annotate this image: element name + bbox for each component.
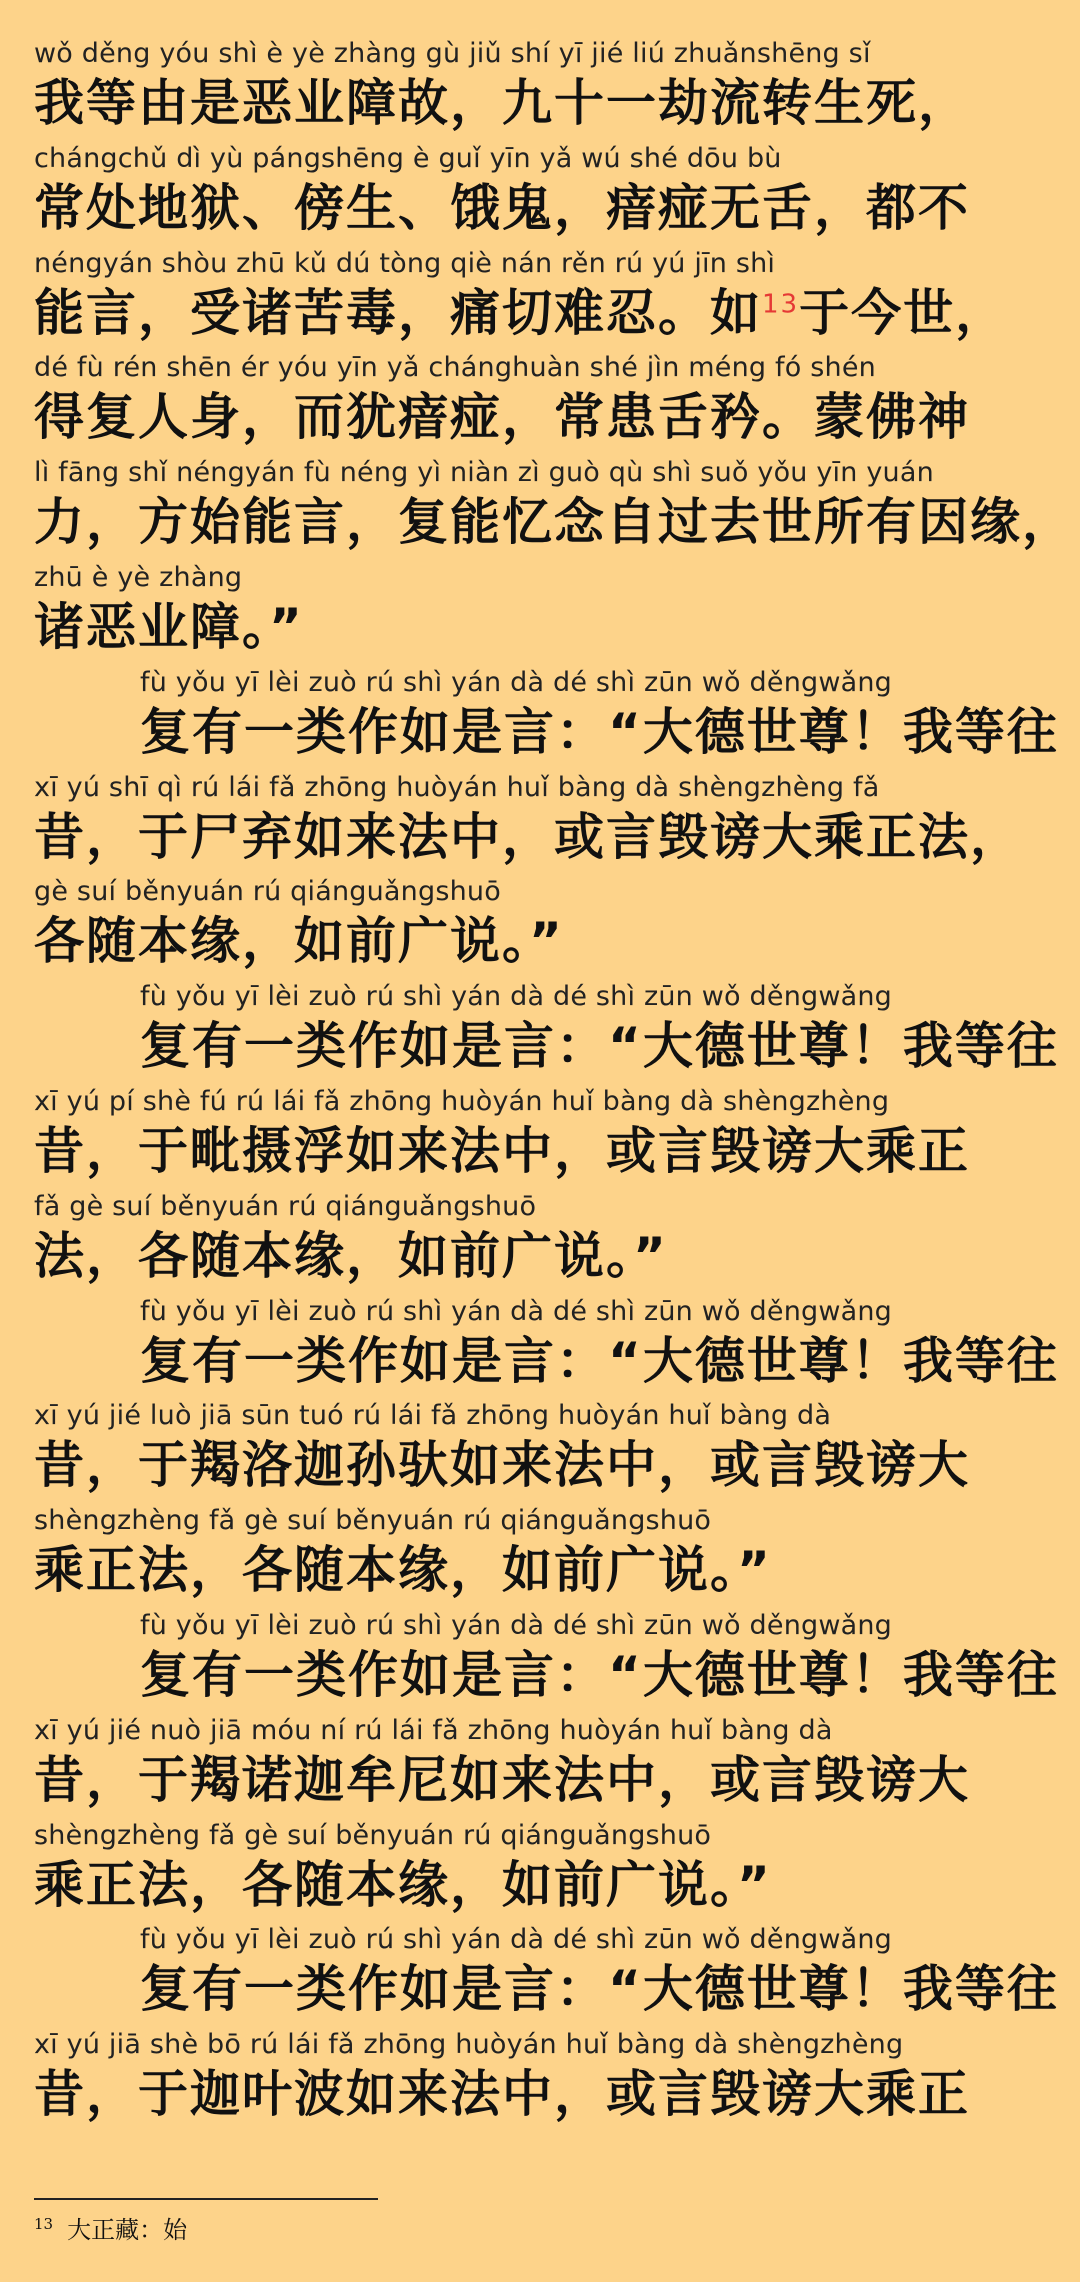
footnote-divider [34,2198,378,2200]
pinyin-line: gè suí běnyuán rú qiánguǎngshuō [34,876,501,908]
verse-line [34,38,1056,143]
verse-line [34,1924,1059,2029]
hanzi-text: 能言，受诸苦毒，痛切难忍。如 [34,283,762,342]
hanzi-line: 昔，于羯诺迦牟尼如来法中，或言毁谤大 [34,1750,970,1809]
verse-line [34,1505,1056,1610]
hanzi-line: 昔，于尸弃如来法中，或言毁谤大乘正法， [34,807,1022,866]
pinyin-line: xī yú jié nuò jiā móu ní rú lái fǎ zhōng huòyán huǐ bàng dà [34,1714,833,1746]
footnote-number: 13 [34,2215,54,2233]
hanzi-line: 昔，于毗摄浮如来法中，或言毁谤大乘正 [34,1121,970,1180]
hanzi-line [34,280,1056,346]
hanzi-line: 昔，于迦叶波如来法中，或言毁谤大乘正 [34,2065,970,2124]
pinyin-line: xī yú pí shè fú rú lái fǎ zhōng huòyán huǐ bàng dà shèngzhèng [34,1085,890,1117]
hanzi-line: 复有一类作如是言：“大德世尊！我等往 [140,1645,1059,1704]
pinyin-line: shèngzhèng fǎ gè suí běnyuán rú qiánguǎngshuō [34,1819,712,1851]
pinyin-line: fù yǒu yī lèi zuò rú shì yán dà dé shì zūn wǒ děngwǎng [140,1609,893,1641]
pinyin-line: xī yú jié luò jiā sūn tuó rú lái fǎ zhōng huòyán huǐ bàng dà [34,1400,832,1432]
verse-line [34,1715,1056,1820]
hanzi-line: 乘正法，各随本缘，如前广说。” [34,1855,772,1914]
hanzi-line: 乘正法，各随本缘，如前广说。” [34,1541,772,1600]
verse-line [34,1820,1056,1925]
hanzi-line: 复有一类作如是言：“大德世尊！我等往 [140,702,1059,761]
verse-line [34,1191,1056,1296]
hanzi-text: 于今世， [799,283,1008,342]
pinyin-line: néngyán shòu zhū kǔ dú tòng qiè nán rěn rú yú jīn shì [34,247,776,279]
verse-line [34,457,1074,562]
pinyin-line: dé fù rén shēn ér yóu yīn yǎ chánghuàn shé jìn méng fó shén [34,352,876,384]
hanzi-line: 得复人身，而犹瘖痖，常患舌矜。蒙佛神 [34,388,970,447]
pinyin-line: fǎ gè suí běnyuán rú qiánguǎngshuō [34,1190,537,1222]
verse-line [34,1400,1056,1505]
pinyin-line: fù yǒu yī lèi zuò rú shì yán dà dé shì zūn wǒ děngwǎng [140,666,893,698]
pinyin-line: fù yǒu yī lèi zuò rú shì yán dà dé shì zūn wǒ děngwǎng [140,1295,893,1327]
pinyin-line: zhū è yè zhàng [34,561,243,593]
hanzi-line: 我等由是恶业障故，九十一劫流转生死， [34,74,970,132]
hanzi-line: 各随本缘，如前广说。” [34,912,564,971]
pinyin-line: xī yú shī qì rú lái fǎ zhōng huòyán huǐ bàng dà shèngzhèng fǎ [34,771,880,803]
footnote [34,2210,187,2245]
footnote-marker: 13 [762,288,800,319]
hanzi-line: 诸恶业障。” [34,597,304,656]
pinyin-line: wǒ děng yóu shì è yè zhàng gù jiǔ shí yī jié liú zhuǎnshēng sǐ [34,38,871,69]
verse-line [34,248,1056,353]
verse-line [34,1295,1059,1401]
verse-line [34,1609,1059,1715]
hanzi-line: 复有一类作如是言：“大德世尊！我等往 [140,1331,1059,1390]
verse-line [34,143,1056,248]
verse-line [34,981,1059,1086]
verse-lines [34,38,1074,2134]
pinyin-line: xī yú jiā shè bō rú lái fǎ zhōng huòyán huǐ bàng dà shèngzhèng [34,2029,904,2061]
verse-line [34,1086,1056,1191]
pinyin-line: fù yǒu yī lèi zuò rú shì yán dà dé shì zūn wǒ děngwǎng [140,1924,893,1956]
hanzi-line: 常处地狱、傍生、饿鬼，瘖痖无舌，都不 [34,178,970,237]
verse-line [34,352,1056,457]
hanzi-line: 力，方始能言，复能忆念自过去世所有因缘， [34,493,1074,552]
hanzi-line: 法，各随本缘，如前广说。” [34,1226,668,1285]
verse-line [34,666,1059,772]
footnote-text: 大正藏：始 [67,2216,188,2244]
verse-line [34,562,1056,667]
verse-line [34,876,1056,981]
pinyin-line: lì fāng shǐ néngyán fù néng yì niàn zì guò qù shì suǒ yǒu yīn yuán [34,457,934,489]
hanzi-line: 复有一类作如是言：“大德世尊！我等往 [140,1960,1059,2019]
pinyin-line: chángchǔ dì yù pángshēng è guǐ yīn yǎ wú shé dōu bù [34,142,782,174]
verse-line [34,772,1056,877]
hanzi-line: 复有一类作如是言：“大德世尊！我等往 [140,1017,1059,1076]
hanzi-line: 昔，于羯洛迦孙驮如来法中，或言毁谤大 [34,1436,970,1495]
pinyin-line: fù yǒu yī lèi zuò rú shì yán dà dé shì zūn wǒ děngwǎng [140,981,893,1013]
pinyin-line: shèngzhèng fǎ gè suí běnyuán rú qiánguǎngshuō [34,1505,712,1537]
verse-line [34,2029,1056,2134]
